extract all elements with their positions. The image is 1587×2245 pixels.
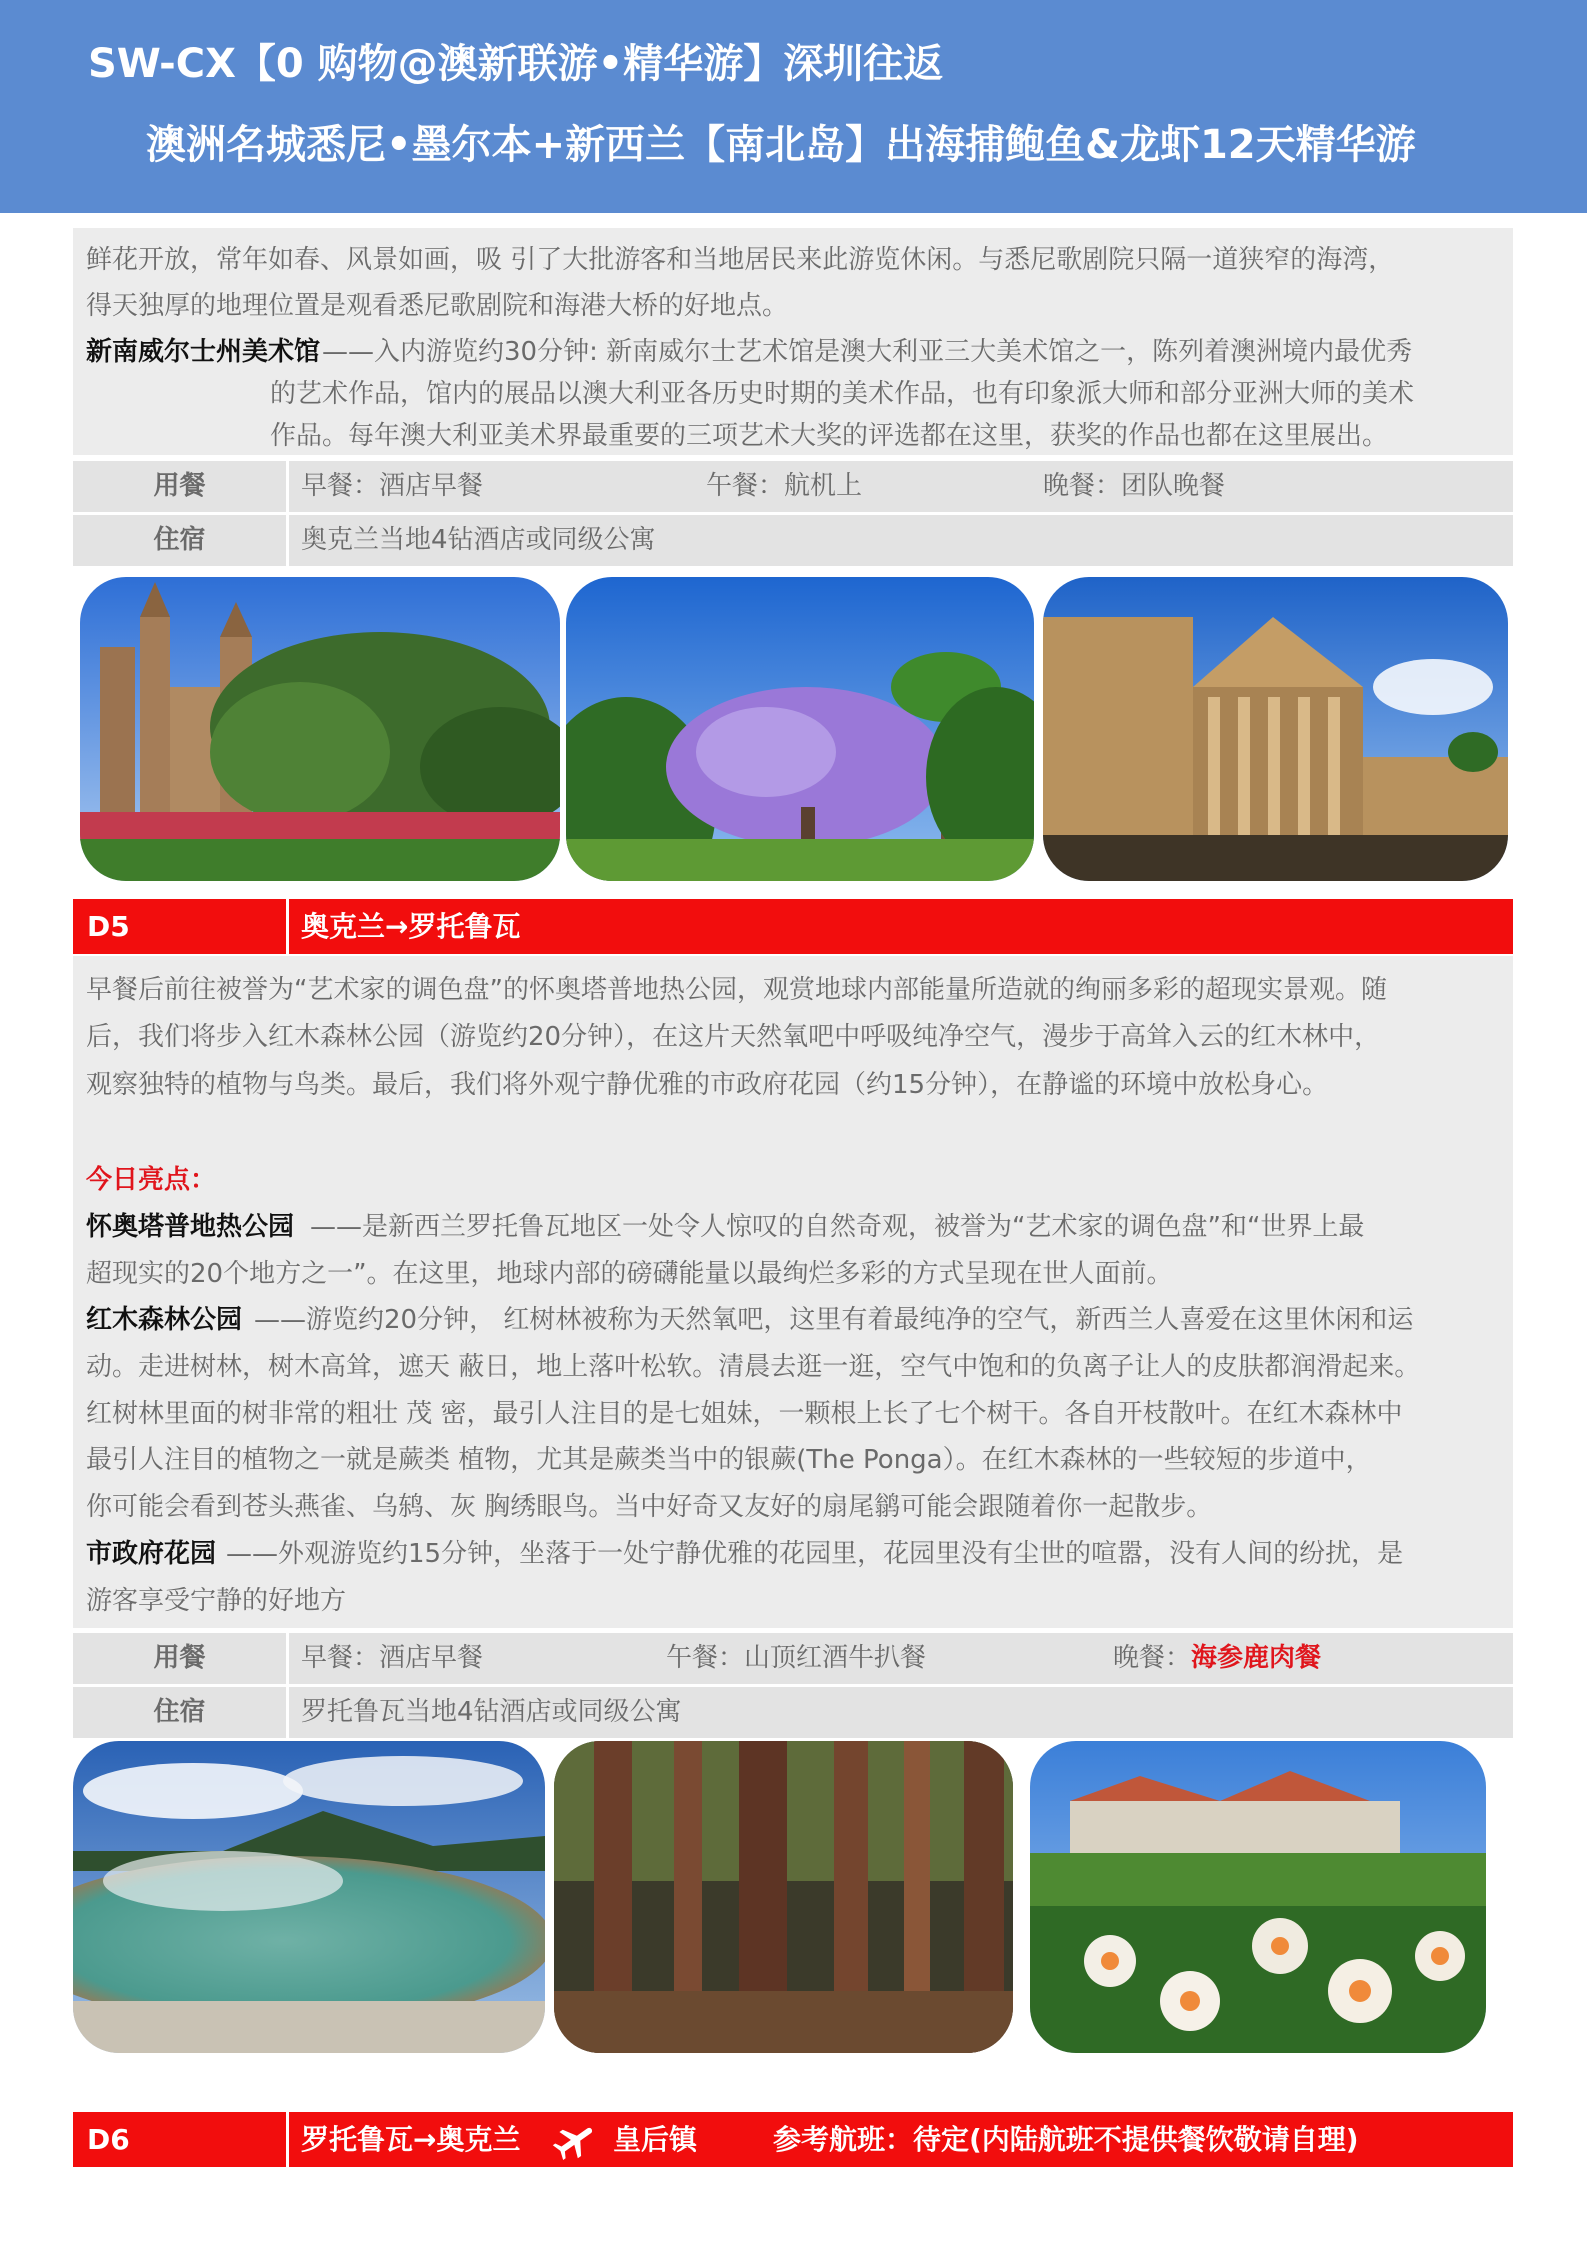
- day5-intro-line: 后，我们将步入红木森林公园（游览约20分钟），在这片天然氧吧中呼吸纯净空气，漫步于高耸入云的红木林中，: [86, 1022, 1381, 1052]
- spot2-title: 红木森林公园: [86, 1305, 243, 1335]
- dinner: 晚餐：团队晚餐: [1043, 471, 1226, 501]
- spot3-text-line: 游客享受宁静的好地方: [86, 1586, 347, 1616]
- spot2-text-line: 动。走进树林，树木高耸，遮天 蔽日，地上落叶松软。清晨去逛一逛，空气中饱和的负离子让人的皮肤都润滑起来。: [86, 1352, 1421, 1382]
- cathedral-photo: [80, 577, 560, 881]
- day5-intro-line: 观察独特的植物与鸟类。最后，我们将外观宁静优雅的市政府花园（约15分钟），在静谧的环境中放松身心。: [86, 1070, 1329, 1100]
- redwood-forest-photo: [554, 1741, 1013, 2053]
- day5-hotel-row: [73, 1684, 1513, 1738]
- government-gardens-photo: [1030, 1741, 1486, 2053]
- day5-meals-row: [73, 1630, 1513, 1684]
- airplane-icon: [551, 2116, 601, 2164]
- hotel-value: 奥克兰当地4钻酒店或同级公寓: [301, 525, 656, 555]
- spot1-text-line: 超现实的20个地方之一”。在这里，地球内部的磅礴能量以最绚烂多彩的方式呈现在世人面前。: [86, 1259, 1173, 1289]
- spot2-text-line: 红树林里面的树非常的粗壮 茂 密，最引人注目的是七姐妹，一颗根上长了七个树干。各自开枝散叶。在红木森林中: [86, 1399, 1403, 1429]
- day5-intro-line: 早餐后前往被誉为“艺术家的调色盘”的怀奥塔普地热公园，观赏地球内部能量所造就的绚丽多彩的超现实景观。随: [86, 975, 1387, 1005]
- day-bar-divider: [286, 899, 289, 954]
- geothermal-pool-photo: [73, 1741, 545, 2053]
- meals-label: 用餐: [73, 1633, 289, 1684]
- meals-label: 用餐: [73, 461, 289, 512]
- hotel-label: 住宿: [73, 515, 289, 566]
- gallery-text-line: ——入内游览约30分钟: 新南威尔士艺术馆是澳大利亚三大美术馆之一，陈列着澳洲境内最优秀: [322, 337, 1413, 367]
- day4-meals-row: [73, 458, 1513, 512]
- dinner-label: 晚餐：: [1113, 1643, 1192, 1673]
- lunch: 午餐：山顶红酒牛扒餐: [666, 1643, 927, 1673]
- tour-code-title: SW-CX【0 购物@澳新联游•精华游】深圳往返: [88, 41, 944, 87]
- hotel-value: 罗托鲁瓦当地4钻酒店或同级公寓: [301, 1697, 682, 1727]
- breakfast: 早餐：酒店早餐: [301, 1643, 484, 1673]
- day5-route: 奥克兰→罗托鲁瓦: [301, 910, 521, 943]
- day6-route: 罗托鲁瓦→奥克兰: [301, 2123, 521, 2156]
- jacaranda-photo: [566, 577, 1034, 881]
- spot1-title: 怀奥塔普地热公园: [86, 1212, 295, 1242]
- day6-flight: 参考航班：待定(内陆航班不提供餐饮敬请自理): [773, 2123, 1359, 2156]
- spot2-text-line: 最引人注目的植物之一就是蕨类 植物，尤其是蕨类当中的银蕨(The Ponga）。在红木森林的一些较短的步道中，: [86, 1445, 1372, 1475]
- breakfast: 早餐：酒店早餐: [301, 471, 484, 501]
- day-bar-divider: [286, 2112, 289, 2167]
- dinner: [1113, 1633, 1321, 1684]
- day6-header-bar: [73, 2112, 1513, 2167]
- gallery-title: 新南威尔士州美术馆: [86, 337, 321, 367]
- highlights-label: 今日亮点：: [86, 1165, 217, 1195]
- day5-header-bar: [73, 899, 1513, 954]
- dinner-value: 海参鹿肉餐: [1191, 1643, 1322, 1673]
- day4-intro-line: 鲜花开放，常年如春、风景如画，吸 引了大批游客和当地居民来此游览休闲。与悉尼歌剧院只隔一道狭窄的海湾，: [86, 245, 1395, 275]
- day6-label: D6: [87, 2123, 130, 2156]
- spot3-title: 市政府花园: [86, 1539, 217, 1569]
- spot2-text-line: ——游览约20分钟， 红树林被称为天然氧吧，这里有着最纯净的空气，新西兰人喜爱在这里休闲和运: [254, 1305, 1414, 1335]
- art-gallery-photo: [1043, 577, 1508, 881]
- gallery-text-line: 的艺术作品，馆内的展品以澳大利亚各历史时期的美术作品，也有印象派大师和部分亚洲大师的美术: [270, 379, 1415, 409]
- day4-intro-line: 得天独厚的地理位置是观看悉尼歌剧院和海港大桥的好地点。: [86, 291, 789, 321]
- day6-town: 皇后镇: [613, 2123, 698, 2156]
- day4-hotel-row: [73, 512, 1513, 566]
- lunch: 午餐：航机上: [706, 471, 863, 501]
- hotel-label: 住宿: [73, 1687, 289, 1738]
- day5-label: D5: [87, 910, 130, 943]
- spot1-text-line: ——是新西兰罗托鲁瓦地区一处令人惊叹的自然奇观，被誉为“艺术家的调色盘”和“世界上最: [310, 1212, 1365, 1242]
- spot3-text-line: ——外观游览约15分钟，坐落于一处宁静优雅的花园里，花园里没有尘世的喧嚣，没有人间的纷扰，是: [226, 1539, 1404, 1569]
- page-header: [0, 0, 1587, 213]
- spot2-text-line: 你可能会看到苍头燕雀、乌鸫、灰 胸绣眼鸟。当中好奇又友好的扇尾鹟可能会跟随着你一起散步。: [86, 1492, 1213, 1522]
- tour-title: 澳洲名城悉尼•墨尔本+新西兰【南北岛】出海捕鲍鱼&龙虾12天精华游: [146, 122, 1416, 168]
- gallery-text-line: 作品。每年澳大利亚美术界最重要的三项艺术大奖的评选都在这里，获奖的作品也都在这里展出。: [270, 421, 1389, 451]
